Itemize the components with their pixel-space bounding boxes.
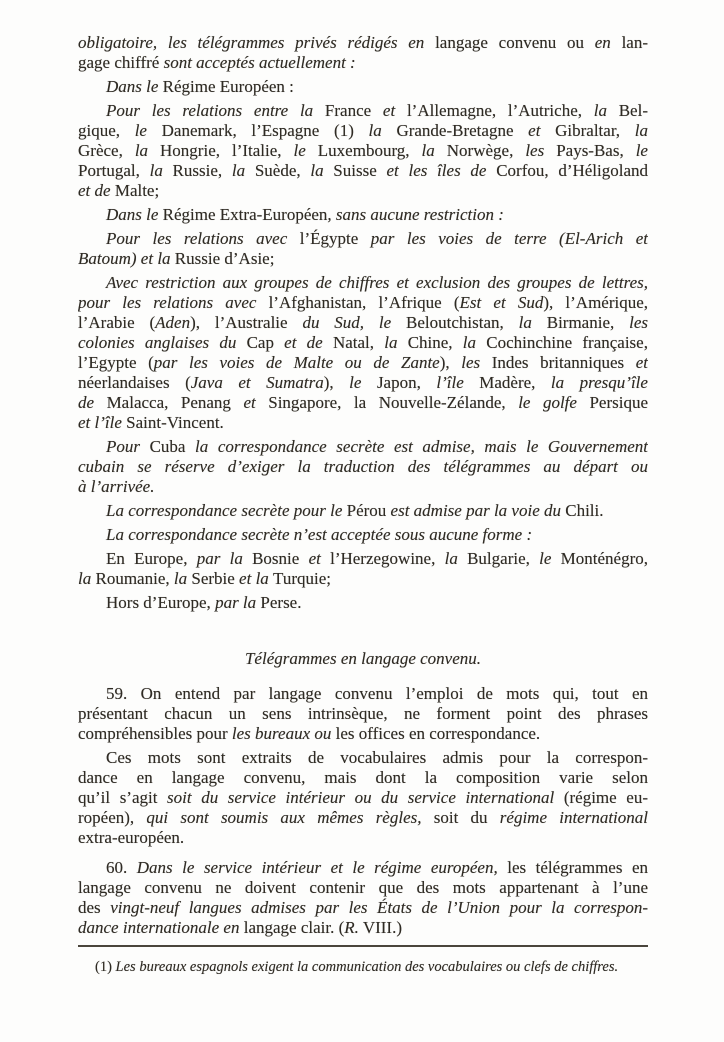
paragraph (78, 684, 648, 744)
text-segment: , sans aucune restriction : (327, 205, 504, 224)
text-line (78, 293, 648, 313)
text-segment: R. (344, 918, 359, 937)
text-segment: Batoum) et la (78, 249, 175, 268)
text-segment: Régime Extra-Européen (162, 205, 328, 224)
text-line (78, 141, 648, 161)
text-segment: les offices en correspondance. (335, 724, 541, 743)
text-segment: du Sud, le (302, 313, 407, 332)
text-segment: présentant chacun un sens intrinsèque, ne forment point des phrases (78, 704, 648, 723)
text-segment: Corfou, d’Héligoland (496, 161, 648, 180)
text-line (78, 549, 648, 569)
text-segment: Hongrie, l’Italie, (160, 141, 294, 160)
text-segment: Birmanie, (546, 313, 630, 332)
text-segment: France (324, 101, 383, 120)
text-line (95, 958, 648, 976)
text-line (78, 53, 648, 73)
text-segment: La correspondance secrète n’est acceptée sous aucune forme : (106, 525, 533, 544)
text-segment: Hors d’Europe, (106, 593, 216, 612)
text-segment: Suède, (254, 161, 311, 180)
text-segment: le (293, 141, 318, 160)
text-segment: la (421, 141, 447, 160)
text-segment: En Europe, (106, 549, 197, 568)
text-segment: Bulgarie, (467, 549, 540, 568)
text-line (78, 373, 648, 393)
text-segment: Régime Européen : (162, 77, 294, 96)
section-heading: Télégrammes en langage convenu. (244, 649, 482, 668)
text-segment: la (634, 121, 648, 140)
text-segment: Grande-Bretagne (396, 121, 529, 140)
text-segment: les (629, 313, 648, 332)
text-segment: l’Allemagne, l’Autriche, (406, 101, 594, 120)
text-line (78, 33, 648, 53)
text-segment: la (462, 333, 487, 352)
text-segment: Chine, (407, 333, 463, 352)
text-segment: et la (239, 569, 274, 588)
text-line (78, 161, 648, 181)
text-segment: Natal, (332, 333, 385, 352)
text-line (78, 273, 648, 293)
text-line (78, 828, 648, 848)
text-line (78, 353, 648, 373)
text-segment: Turquie; (273, 569, 331, 588)
text-segment: Danemark, l’Espagne (1) (161, 121, 369, 140)
text-segment: soit du service intérieur ou du service international (167, 788, 564, 807)
text-line (78, 788, 648, 808)
text-segment: la (78, 569, 96, 588)
text-line (78, 704, 648, 724)
text-segment: Aden (155, 313, 191, 332)
footnote-rule (78, 945, 648, 947)
text-segment: l’Egypte ( (78, 353, 154, 372)
text-segment: l’Arabie ( (78, 313, 156, 332)
text-segment: la (444, 549, 468, 568)
text-segment: Java et Sumatra (190, 373, 324, 392)
text-line (78, 525, 648, 545)
text-segment: (1) (95, 959, 116, 975)
text-segment: obligatoire, les télégrammes privés rédigés en (78, 33, 436, 52)
text-line (78, 748, 648, 768)
text-segment: Ces mots sont extraits de vocabulaires admis pour la correspon- (106, 748, 648, 767)
text-segment: Serbie (191, 569, 240, 588)
text-segment: Luxembourg, (317, 141, 422, 160)
footnote (78, 958, 648, 976)
text-segment: l’Égypte (299, 229, 371, 248)
text-line (78, 77, 648, 97)
paragraph (78, 501, 648, 521)
text-segment: néerlandaises ( (78, 373, 191, 392)
text-segment: Pour les relations entre la (106, 101, 325, 120)
text-segment: à l’arrivée. (78, 477, 155, 496)
text-line (78, 205, 648, 225)
text-line (78, 437, 648, 457)
text-segment: Malacca, Penang (106, 393, 244, 412)
text-segment: et (308, 549, 331, 568)
text-segment: pour les relations avec (78, 293, 269, 312)
text-segment: (régime eu- (563, 788, 648, 807)
text-segment: Monténégro, (560, 549, 648, 568)
text-segment: Dans le (106, 205, 163, 224)
text-segment: Suisse (333, 161, 387, 180)
text-line (78, 898, 648, 918)
text-segment: Roumanie, (95, 569, 174, 588)
text-line (78, 878, 648, 898)
text-segment: la (231, 161, 255, 180)
text-segment: lan- (621, 33, 648, 52)
text-segment: l’Herzegowine, (330, 549, 445, 568)
text-segment: Dans le service intérieur et le régime européen, (136, 858, 508, 877)
text-segment: Bel- (618, 101, 648, 120)
text-line (78, 413, 648, 433)
text-segment: Pour les relations avec (106, 229, 300, 248)
text-segment: la (518, 313, 547, 332)
text-segment: la (134, 141, 161, 160)
paragraph (78, 229, 648, 269)
text-segment: la (593, 101, 619, 120)
text-segment: Cap (246, 333, 285, 352)
text-segment: qui sont soumis aux mêmes règles, (146, 808, 434, 827)
text-segment: Bosnie (252, 549, 309, 568)
articles-section (78, 684, 648, 938)
text-line (78, 477, 648, 497)
text-segment: soit du (433, 808, 500, 827)
text-segment: langage clair. ( (243, 918, 345, 937)
text-segment: Persique (589, 393, 648, 412)
text-segment: de (78, 393, 107, 412)
text-segment: le (635, 141, 648, 160)
text-segment: ), l’Australie (190, 313, 303, 332)
text-segment: gage chiffré (78, 53, 164, 72)
text-segment: l’île (436, 373, 480, 392)
text-segment: Malte; (114, 181, 160, 200)
text-segment: et (243, 393, 269, 412)
text-segment: Portugal, (78, 161, 150, 180)
text-segment: et (635, 353, 648, 372)
text-segment: par les voies de terre (El-Arich et (370, 229, 648, 248)
text-segment: par les voies de Malte ou de Zante (153, 353, 440, 372)
text-segment: Pays-Bas, (556, 141, 636, 160)
text-segment: qu’il s’agit (78, 788, 168, 807)
text-segment: cubain se réserve d’exiger la traduction des télégrammes au départ ou (78, 457, 648, 476)
text-line (78, 121, 648, 141)
text-segment: Les bureaux espagnols exigent la communication des vocabulaires ou clefs de chiffres. (115, 959, 619, 975)
text-line (78, 393, 648, 413)
text-column (78, 33, 648, 980)
text-line (78, 249, 648, 269)
text-segment: l’Afghanistan, l’Afrique ( (268, 293, 460, 312)
text-segment: les bureaux ou (231, 724, 336, 743)
text-line (78, 918, 648, 938)
text-line (78, 593, 648, 613)
text-line (78, 313, 648, 333)
paragraph (95, 958, 648, 976)
text-segment: Beloutchistan, (406, 313, 519, 332)
text-segment: ), (323, 373, 350, 392)
text-segment: Chili. (565, 501, 604, 520)
paragraph (78, 77, 648, 97)
text-segment: le golfe (518, 393, 590, 412)
text-segment: dance internationale en (78, 918, 244, 937)
text-segment: la (173, 569, 192, 588)
text-line (78, 457, 648, 477)
text-segment: les (525, 141, 557, 160)
text-segment: la (149, 161, 173, 180)
text-segment: langage convenu ne doivent contenir que des mots appartenant à l’une (78, 878, 648, 897)
text-segment: la (368, 121, 397, 140)
text-segment: Gibraltar, (555, 121, 635, 140)
text-segment: Grèce, (78, 141, 135, 160)
paragraph (78, 101, 648, 201)
text-segment: la presqu’île (550, 373, 648, 392)
text-segment: régime international (499, 808, 648, 827)
text-segment: Russie d’Asie; (174, 249, 275, 268)
text-segment: Japon, (376, 373, 437, 392)
text-segment: et (382, 101, 407, 120)
text-segment: la (384, 333, 408, 352)
text-line (78, 724, 648, 744)
text-segment: en (594, 33, 622, 52)
paragraph (78, 748, 648, 848)
text-segment: les (461, 353, 492, 372)
text-segment: vingt-neuf langues admises par les États de l’Union pour la correspon- (110, 898, 648, 917)
text-segment: par la (215, 593, 261, 612)
text-segment: Pérou (346, 501, 391, 520)
text-line (78, 501, 648, 521)
text-segment: Madère, (479, 373, 551, 392)
paragraph (78, 858, 648, 938)
text-segment: et de (284, 333, 333, 352)
text-line (78, 684, 648, 704)
text-segment: par la (196, 549, 253, 568)
text-segment: et les îles de (386, 161, 497, 180)
paragraph (78, 273, 648, 433)
text-segment: Norwège, (446, 141, 526, 160)
text-segment: est admise par la voie du (390, 501, 566, 520)
text-segment: ), l’Amérique, (543, 293, 648, 312)
paragraph (78, 33, 648, 73)
text-segment: Russie, (172, 161, 232, 180)
text-segment: Singapore, la Nouvelle-Zélande, (268, 393, 519, 412)
text-line (78, 569, 648, 589)
text-line (78, 858, 648, 878)
text-segment: extra-européen. (78, 828, 185, 847)
text-segment: le (539, 549, 561, 568)
text-segment: langage convenu ou (435, 33, 595, 52)
text-segment: ropéen), (78, 808, 147, 827)
text-segment: et l’île (78, 413, 127, 432)
text-line (78, 768, 648, 788)
paragraph (78, 437, 648, 497)
text-segment: dance en langage convenu, mais dont la composition varie selon (78, 768, 648, 787)
text-segment: 60. (106, 858, 137, 877)
text-segment: 59. On entend par langage convenu l’emploi de mots qui, tout en (106, 684, 648, 703)
paragraph (78, 525, 648, 545)
text-line (78, 808, 648, 828)
text-segment: Indes britanniques (491, 353, 636, 372)
text-segment: sont acceptés actuellement : (163, 53, 356, 72)
text-segment: Pour (106, 437, 150, 456)
regulations-list-section (78, 33, 648, 613)
text-line (78, 333, 648, 353)
paragraph (78, 593, 648, 613)
paragraph (78, 549, 648, 589)
paragraph (78, 205, 648, 225)
text-segment: des (78, 898, 111, 917)
text-line (78, 229, 648, 249)
text-segment: Perse. (260, 593, 302, 612)
text-segment: colonies anglaises du (78, 333, 247, 352)
text-segment: la correspondance secrète est admise, mais le Gouvernement (195, 437, 648, 456)
text-segment: ), (439, 353, 462, 372)
text-segment: compréhensibles pour (78, 724, 232, 743)
text-line (78, 181, 648, 201)
text-segment: VIII.) (358, 918, 403, 937)
text-segment: Cochinchine française, (486, 333, 648, 352)
text-segment: Cuba (149, 437, 196, 456)
text-line (78, 101, 648, 121)
text-segment: et (528, 121, 556, 140)
text-segment: gique, (78, 121, 135, 140)
text-segment: Avec restriction aux groupes de chiffres et exclusion des groupes de lettres, (106, 273, 648, 292)
text-segment: le (134, 121, 162, 140)
text-segment: Est et Sud (459, 293, 544, 312)
text-segment: Dans le (106, 77, 163, 96)
text-segment: et de (78, 181, 115, 200)
text-segment: La correspondance secrète pour le (106, 501, 347, 520)
text-segment: Saint-Vincent. (126, 413, 224, 432)
text-segment: la (310, 161, 334, 180)
text-segment: le (349, 373, 377, 392)
text-segment: les télégrammes en (507, 858, 648, 877)
